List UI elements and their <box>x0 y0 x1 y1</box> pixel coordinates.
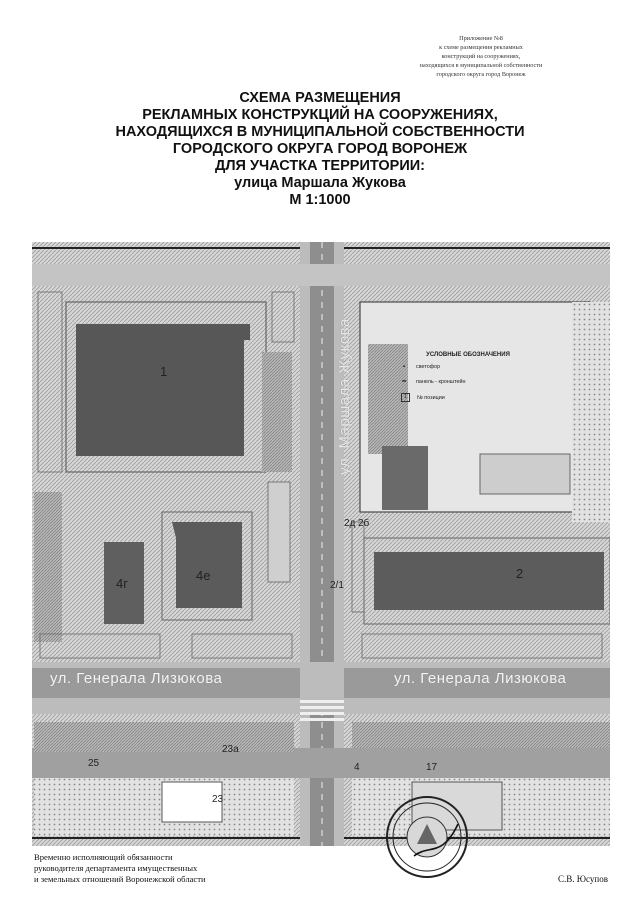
position-number-icon: 1 <box>401 393 410 402</box>
legend-item-label: светофор <box>416 364 441 370</box>
document-title <box>0 90 640 209</box>
building-label: 2б <box>358 518 370 529</box>
annex-line: к схеме размещения рекламных <box>439 44 523 51</box>
legend-item-label: № позиции <box>417 394 445 401</box>
building-label: 4е <box>196 568 211 583</box>
official-seal <box>384 794 470 880</box>
building-1 <box>76 324 250 456</box>
building-label: 23 <box>212 794 224 805</box>
title-line: НАХОДЯЩИХСЯ В МУНИЦИПАЛЬНОЙ СОБСТВЕННОСТИ <box>115 124 525 140</box>
building-label: 2 <box>516 566 524 581</box>
building-label: 1 <box>160 364 168 379</box>
title-line: улица Маршала Жукова <box>234 175 406 191</box>
legend-title: УСЛОВНЫЕ ОБОЗНАЧЕНИЯ <box>426 352 510 358</box>
legend-item-label: панель - кронштейн <box>416 378 466 385</box>
footer-line: руководителя департамента имущественных <box>34 863 198 873</box>
legend-item <box>398 393 538 402</box>
building-label: 25 <box>88 758 100 769</box>
annex-line: городского округа город Воронеж <box>436 71 526 78</box>
panel-bracket-icon: ━ <box>402 379 406 385</box>
legend-item <box>398 378 538 385</box>
street-label-vertical: ул. Маршала Жукова <box>335 318 353 475</box>
building-4e <box>172 522 242 608</box>
building-label: 4 <box>354 762 360 773</box>
footer-position <box>34 852 206 885</box>
traffic-light-icon: ▪ <box>402 364 406 370</box>
map-drawing <box>32 242 610 846</box>
annex-line: конструкций на сооружениях, <box>441 53 521 60</box>
scale-label: М 1:1000 <box>289 192 351 208</box>
title-line: ДЛЯ УЧАСТКА ТЕРРИТОРИИ: <box>214 158 425 174</box>
title-line: ГОРОДСКОГО ОКРУГА ГОРОД ВОРОНЕЖ <box>172 141 468 157</box>
title-line: РЕКЛАМНЫХ КОНСТРУКЦИЙ НА СООРУЖЕНИЯХ, <box>142 107 498 123</box>
top-road <box>32 264 610 286</box>
signatory-name: С.В. Юсупов <box>558 874 608 884</box>
map-area <box>32 242 610 846</box>
footer-line: и земельных отношений Воронежской области <box>34 874 206 884</box>
title-line: СХЕМА РАЗМЕЩЕНИЯ <box>239 90 401 106</box>
building-2 <box>374 552 604 610</box>
building-label: 2д <box>344 518 356 529</box>
building-label: 4г <box>116 576 128 591</box>
building-label: 2/1 <box>330 580 344 591</box>
footer-line: Временно исполняющий обязанности <box>34 852 173 862</box>
annex-line: находящихся в муниципальной собственности <box>419 62 543 69</box>
street-label-horizontal-right: ул. Генерала Лизюкова <box>394 670 567 687</box>
map-legend <box>398 352 538 410</box>
street-label-horizontal-left: ул. Генерала Лизюкова <box>50 670 223 687</box>
legend-item <box>398 364 538 370</box>
building-label: 17 <box>426 762 438 773</box>
annex-note <box>366 34 596 79</box>
lower-street-band <box>32 748 610 778</box>
annex-line: Приложение №8 <box>459 35 503 42</box>
building-label: 23а <box>222 744 239 755</box>
